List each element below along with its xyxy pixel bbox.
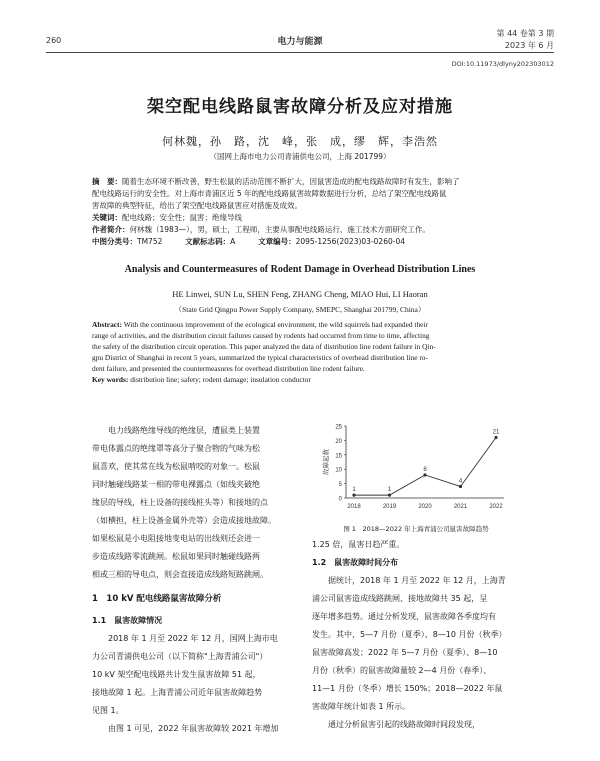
x-tick-label: 2018 [347, 504, 361, 510]
figure-1 [318, 420, 514, 532]
body-line: 据统计，2018 年 1 月至 2022 年 12 月，上海青 [328, 576, 506, 585]
body-line: 相或三相的导电点，则会直接造成线路短路跳闸。 [92, 570, 268, 579]
y-tick-label: 5 [338, 482, 342, 489]
right-column [312, 536, 514, 734]
abstract-en-line: range of activities, and the distribution circuit failures caused by rodents had occurred from time to time, affecting [92, 331, 430, 340]
x-tick-label: 2021 [453, 504, 468, 510]
y-tick-label: 25 [335, 424, 342, 431]
clc-label: 中图分类号： [92, 237, 137, 246]
journal-volume: 第 44 卷第 3 期 [496, 29, 554, 38]
affiliation-en: （State Grid Qingpu Power Supply Company, SMEPC, Shanghai 201799, China） [174, 305, 426, 314]
journal-name: 电力与能源 [277, 37, 323, 47]
data-point [388, 494, 391, 497]
article-no-value: 2095-1256(2023)03-0260-04 [295, 237, 405, 246]
section-heading-1: 1 10 kV 配电线路鼠害故障分析 [92, 594, 222, 604]
body-line: 鼠害故障高发；2022 年 5—7 月份（夏季）、8—10 [312, 648, 498, 657]
x-tick-label: 2019 [382, 504, 397, 510]
body-line: 如果松鼠是小电阻接地变电站的出线则还会进一 [92, 534, 260, 543]
body-line: 步造成线路零流跳闸。松鼠如果同时触碰线路两 [92, 552, 260, 561]
abstract-cn-label: 摘 要： [92, 177, 122, 186]
abstract-en-line: the safety of the distribution circuit operation. This paper analyzed the data of distribution line rodent failure in Qin- [92, 342, 436, 351]
subsection-heading-1-1: 1.1 鼠害故障情况 [92, 616, 163, 625]
abstract-cn-line: 随着生态环境不断改善，野生松鼠的活动范围不断扩大，因鼠害造成的配电线路故障时有发生，影响了 [122, 177, 460, 186]
body-line: 浦公司鼠害造成线路跳闸、接地故障共 35 起，呈 [312, 594, 488, 603]
figure-caption: 图 1 2018—2022 年上海青浦公司鼠害故障趋势 [343, 525, 489, 533]
body-line: 力公司青浦供电公司（以下简称"上海青浦公司"） [92, 652, 268, 661]
doi: DOI:10.11973/dlyny202303012 [451, 60, 554, 68]
journal-date: 2023 年 6 月 [504, 41, 554, 50]
data-point [423, 473, 426, 476]
y-tick-label: 15 [335, 453, 342, 460]
abstract-cn-line: 害故障的典型特征，给出了架空配电线路鼠害应对措施及成效。 [92, 201, 302, 210]
fault-trend-chart [318, 420, 514, 520]
author-list: 何林魏，孙 路，沈 峰，张 成，缪 辉，李浩然 [162, 135, 438, 148]
x-tick-label: 2020 [418, 504, 432, 510]
data-label: 1 [387, 487, 392, 494]
x-tick-label: 2022 [489, 504, 503, 510]
body-line: 缘层的导线，柱上设备的接线桩头等）和接地的点 [92, 498, 268, 507]
y-tick-label: 10 [335, 467, 342, 474]
data-label: 1 [352, 487, 356, 494]
body-line: 同时触碰线路某一相的带电裸露点（如线夹破绝 [92, 480, 260, 489]
article-no-label: 文章编号： [258, 237, 296, 246]
abstract-en-line: gpu District of Shanghai in recent 5 years, summarized the typical characteristics of overhead distribution line ro- [92, 353, 428, 362]
body-line: 发生。其中，5—7 月份（夏季）、8—10 月份（秋季） [312, 630, 507, 639]
keywords-en-label: Key words: [92, 375, 129, 384]
y-axis-label: 故障起数 [323, 449, 330, 475]
clc-value: TM752 [137, 237, 163, 246]
subsection-heading-1-2: 1.2 鼠害故障时间分布 [312, 558, 399, 567]
keywords-cn: 配电线路；安全性；鼠害；绝缘导线 [122, 213, 242, 222]
author-bio: 何林魏（1983—），男，硕士，工程师，主要从事配电线路运行、施工技术方面研究工作。 [129, 225, 430, 234]
body-line: 害故障年统计如表 1 所示。 [312, 702, 411, 711]
abstract-en-line: With the continuous improvement of the ecological environment, the wild squirrels had expanded their [123, 320, 428, 329]
data-label: 4 [458, 478, 463, 485]
data-label: 8 [423, 466, 427, 473]
data-point [459, 485, 462, 488]
paper-title: 架空配电线路鼠害故障分析及应对措施 [147, 97, 453, 117]
body-line: 月份（秋季）的鼠害故障量较 2—4 月份（春季）、 [312, 666, 492, 675]
body-line: 2018 年 1 月至 2022 年 12 月，国网上海市电 [108, 634, 278, 643]
body-line: 10 kV 架空配电线路共计发生鼠害故障 51 起， [92, 670, 261, 679]
doc-code-label: 文献标志码： [185, 237, 231, 246]
paper-title-en: Analysis and Countermeasures of Rodent Damage in Overhead Distribution Lines [124, 264, 476, 275]
body-line: 11—1 月份（冬季）增长 150%；2018—2022 年鼠 [312, 684, 503, 693]
affiliation: （国网上海市电力公司青浦供电公司，上海 201799） [209, 152, 391, 161]
data-point [352, 494, 355, 497]
body-line: 逐年增多趋势。通过分析发现，鼠害故障各季度均有 [312, 612, 496, 621]
classification-row [92, 236, 512, 248]
left-column [92, 422, 298, 738]
doc-code-value: A [230, 237, 236, 246]
author-list-en: HE Linwei, SUN Lu, SHEN Feng, ZHANG Cheng, MIAO Hui, LI Haoran [172, 289, 428, 299]
body-line: 见图 1。 [92, 706, 124, 715]
keywords-en: distribution line; safety; rodent damage; insulation conductor [130, 375, 311, 384]
body-line: （如横担，柱上设备金属外壳等）会造成接地故障。 [92, 516, 276, 525]
body-line: 鼠喜欢，使其常在线为松鼠啃咬的对象一。松鼠 [92, 462, 260, 471]
header-rule [46, 52, 554, 53]
abstract-en-label: Abstract: [92, 320, 122, 329]
body-line: 1.25 倍，鼠害日趋严重。 [312, 540, 405, 549]
y-tick-label: 0 [338, 496, 342, 503]
abstract-cn-line: 配电线路运行的安全性。对上海市青浦区近 5 年的配电线路鼠害故障数据进行分析，总结了架空配电线路鼠 [92, 189, 447, 198]
y-tick-label: 20 [335, 438, 342, 445]
abstract-cn [92, 176, 512, 248]
abstract-en-line: dent failure, and presented the countermeasures for overhead distribution line rodent failure. [92, 364, 365, 373]
body-line: 电力线路绝缘导线的绝缘层，遭鼠类上装置 [108, 426, 260, 435]
data-label: 21 [492, 429, 500, 436]
page-number: 260 [46, 36, 62, 45]
author-bio-label: 作者简介： [92, 225, 130, 234]
body-line: 接地故障 1 起。上海青浦公司近年鼠害故障趋势 [92, 688, 263, 697]
body-line: 由图 1 可见，2022 年鼠害故障较 2021 年增加 [108, 724, 279, 733]
data-point [494, 436, 497, 439]
body-line: 带电体露点的绝缘罩等高分子聚合物的气味为松 [92, 444, 260, 453]
keywords-cn-label: 关键词： [92, 213, 122, 222]
body-line: 通过分析鼠害引起的线路故障时间段发现， [328, 720, 480, 729]
abstract-en [92, 319, 512, 385]
